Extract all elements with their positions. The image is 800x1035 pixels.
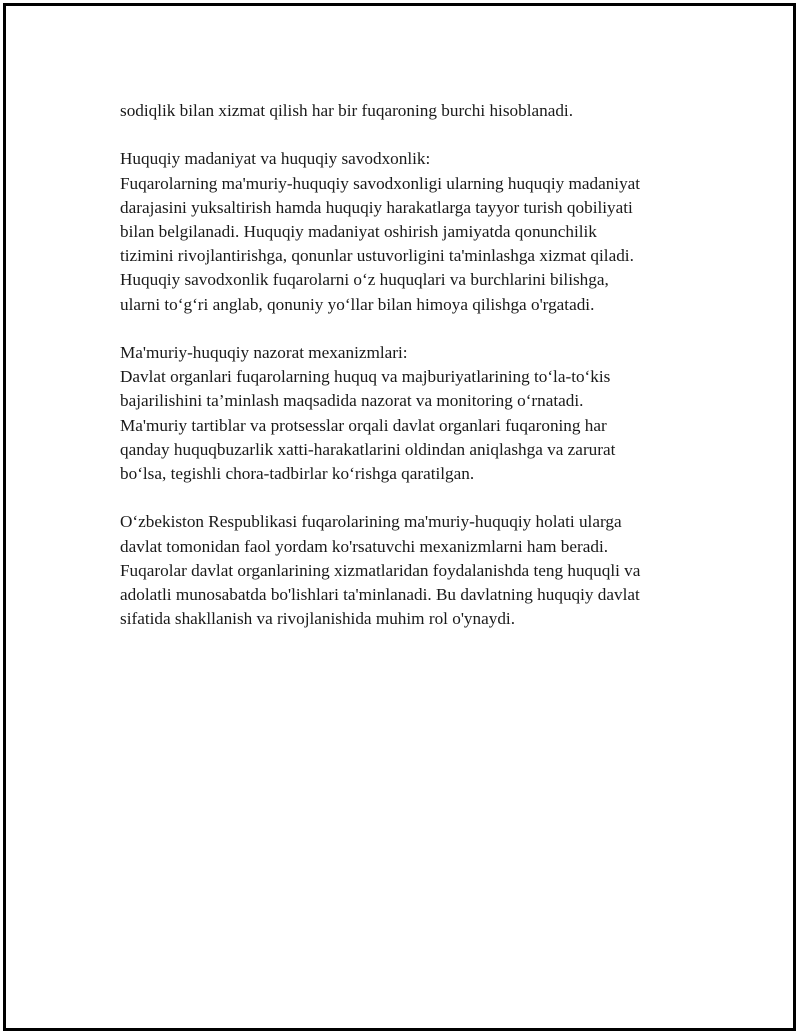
text-line: Fuqarolar davlat organlarining xizmatlaridan foydalanishda teng huquqli va — [120, 560, 641, 580]
text-line: adolatli munosabatda bo'lishlari ta'minlanadi. Bu davlatning huquqiy davlat — [120, 585, 640, 605]
text-line: qanday huquqbuzarlik xatti-harakatlarini oldindan aniqlashga va zarurat — [120, 439, 616, 459]
text-line: ularni to‘g‘ri anglab, qonuniy yo‘llar bilan himoya qilishga o'rgatadi. — [120, 294, 595, 314]
paragraph-control-mechanisms — [120, 341, 700, 486]
text-line: Fuqarolarning ma'muriy-huquqiy savodxonligi ularning huquqiy madaniyat — [120, 173, 641, 193]
page-frame — [3, 3, 796, 1031]
text-line: Ma'muriy tartiblar va protsesslar orqali davlat organlari fuqaroning har — [120, 415, 607, 435]
text-line: sodiqlik bilan xizmat qilish har bir fuqaroning burchi hisoblanadi. — [120, 101, 574, 120]
text-line: bajarilishini ta’minlash maqsadida nazorat va monitoring o‘rnatadi. — [120, 391, 584, 411]
text-line: bilan belgilanadi. Huquqiy madaniyat oshirish jamiyatda qonunchilik — [120, 222, 597, 241]
text-line: tizimini rivojlantirishga, qonunlar ustuvorligini ta'minlashga xizmat qiladi. — [120, 246, 634, 266]
text-line: O‘zbekiston Respublikasi fuqarolarining ma'muriy-huquqiy holati ularga — [120, 512, 622, 532]
document-body — [120, 99, 700, 656]
text-line: Huquqiy savodxonlik fuqarolarni o‘z huquqlari va burchlarini bilishga, — [120, 270, 609, 290]
paragraph-continuation — [120, 99, 700, 123]
paragraph-legal-culture — [120, 147, 700, 316]
text-line: darajasini yuksaltirish hamda huquqiy harakatlarga tayyor turish qobiliyati — [120, 197, 633, 217]
paragraph-citizen-status — [120, 510, 700, 631]
text-line: davlat tomonidan faol yordam ko'rsatuvchi mexanizmlarni ham beradi. — [120, 536, 609, 556]
section-heading: Ma'muriy-huquqiy nazorat mexanizmlari: — [120, 343, 408, 362]
section-heading: Huquqiy madaniyat va huquqiy savodxonlik: — [120, 149, 431, 169]
text-line: bo‘lsa, tegishli chora-tadbirlar ko‘rishga qaratilgan. — [120, 464, 475, 484]
text-line: Davlat organlari fuqarolarning huquq va majburiyatlarining to‘la-to‘kis — [120, 367, 611, 387]
text-line: sifatida shakllanish va rivojlanishida muhim rol o'ynaydi. — [120, 609, 516, 629]
